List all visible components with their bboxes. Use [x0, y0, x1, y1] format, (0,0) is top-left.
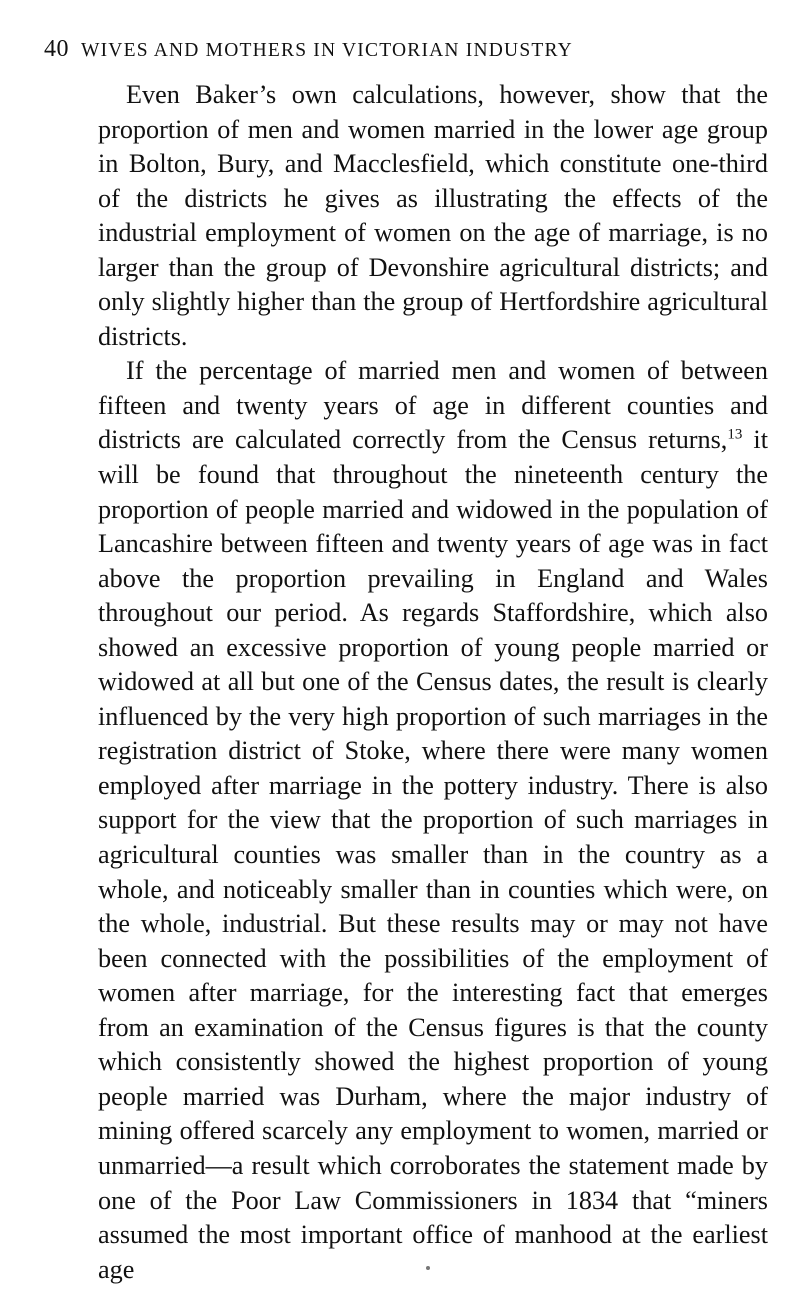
running-title: WIVES AND MOTHERS IN VICTORIAN INDUSTRY — [81, 40, 573, 61]
paragraph-2-text-start: If the percentage of married men and women of between fifteen and twenty years of age in different counties and districts are calculated correctly from the Census returns, — [98, 356, 768, 455]
body-text — [98, 78, 768, 1287]
paragraph-1: Even Baker’s own calculations, however, show that the proportion of men and women married in the lower age group in Bolton, Bury, and Macclesfield, which constitute one-third of the districts he gives as illustrating the effects of the industrial employment of women on the age of marriage, is no larger than the group of Devonshire agricultural districts; and only slightly higher than the group of Hertfordshire agricultural districts. — [98, 80, 768, 351]
paragraph-2-text-end: it will be found that throughout the nineteenth century the proportion of people married and widowed in the population of Lancashire between fifteen and twenty years of age was in fact above the proportion prevailing in England and Wales throughout our period. As regards Staffordshire, which also showed an excessive proportion of young people married or widowed at all but one of the Census dates, the result is clearly influenced by the very high proportion of such marriages in the registration district of Stoke, where there were many women employed after marriage in the pottery industry. There is also support for the view that the proportion of such marriages in agricultural counties was smaller than in the country as a whole, and noticeably smaller than in counties which were, on the whole, industrial. But these results may or may not have been connected with the possibilities of the employment of women after marriage, for the interesting fact that emerges from an examination of the Census figures is that the county which consistently showed the highest proportion of young people married was Durham, where the major industry of mining offered scarcely any employment to women, married or unmarried—a result which corroborates the statement made by one of the Poor Law Commissioners in 1834 that “miners assumed the most important office of manhood at the earliest age — [98, 425, 768, 1284]
paragraph-2 — [98, 354, 768, 1287]
page-number: 40 — [44, 36, 69, 62]
footnote-reference: 13 — [727, 426, 743, 443]
stray-ink-dot — [426, 1266, 430, 1270]
running-head — [44, 36, 764, 63]
